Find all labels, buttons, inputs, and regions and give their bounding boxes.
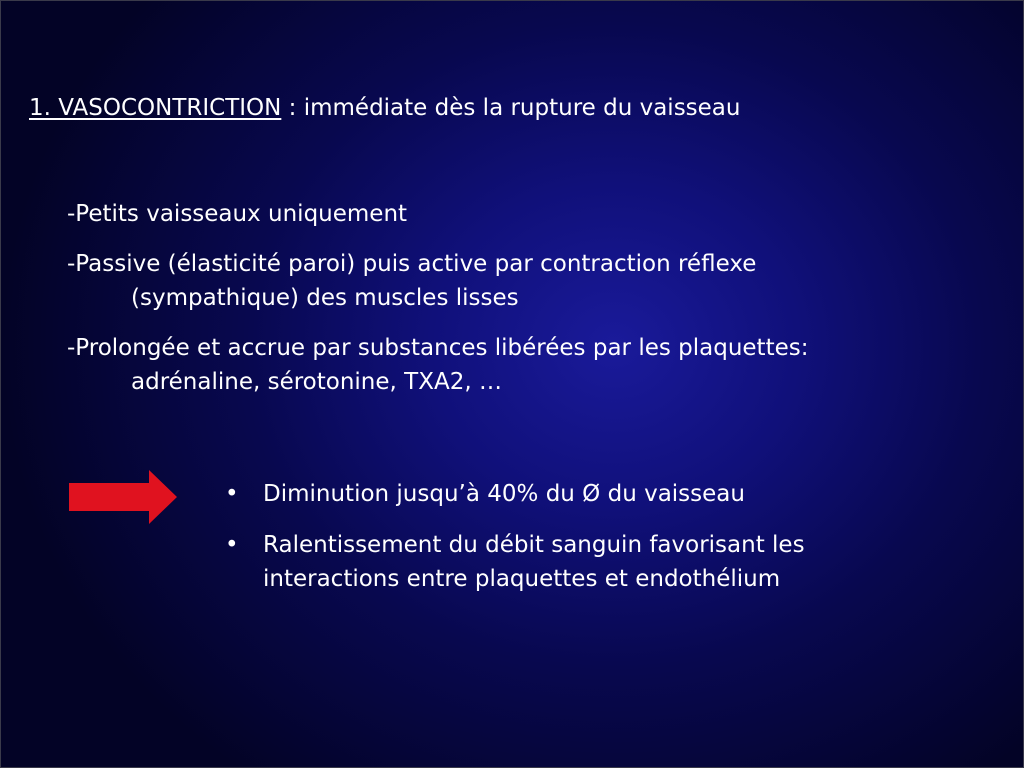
consequence-item bbox=[225, 528, 925, 596]
bullet-icon: • bbox=[225, 532, 239, 558]
consequence-item bbox=[225, 477, 925, 511]
consequence-text: Ralentissement du débit sanguin favorisant les interactions entre plaquettes et endothélium bbox=[263, 532, 805, 592]
right-arrow-icon bbox=[67, 468, 179, 526]
consequence-text: Diminution jusqu’à 40% du Ø du vaisseau bbox=[263, 481, 745, 507]
heading-subtitle: : immédiate dès la rupture du vaisseau bbox=[281, 95, 741, 121]
consequences-list bbox=[225, 477, 925, 613]
bullet-icon: • bbox=[225, 481, 239, 507]
slide-heading bbox=[29, 93, 740, 123]
characteristic-item: -Prolongée et accrue par substances libérées par les plaquettes: adrénaline, sérotonine, TXA2, … bbox=[67, 335, 809, 395]
characteristic-item: -Passive (élasticité paroi) puis active par contraction réflexe (sympathique) des muscles lisses bbox=[67, 251, 757, 311]
characteristic-item: -Petits vaisseaux uniquement bbox=[67, 201, 408, 227]
heading-title: 1. VASOCONTRICTION bbox=[29, 95, 282, 121]
characteristics-list bbox=[67, 197, 907, 415]
